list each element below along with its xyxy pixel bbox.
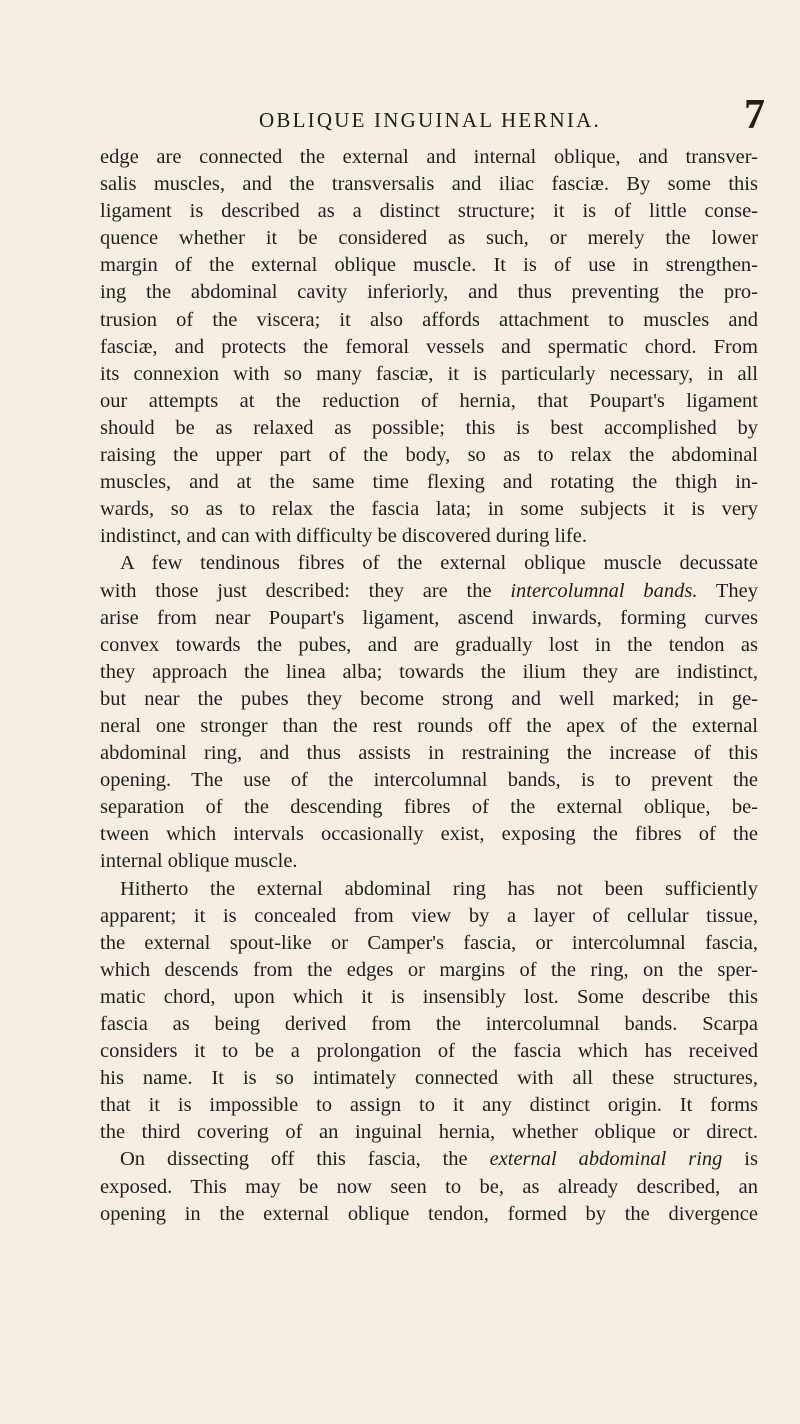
text-line: separation of the descending fibres of the external oblique, be- <box>100 796 758 819</box>
text-line: ing the abdominal cavity inferiorly, and thus preventing the pro- <box>100 281 758 304</box>
text-line: that it is impossible to assign to it any distinct origin. It forms <box>100 1094 758 1117</box>
text-line: convex towards the pubes, and are gradually lost in the tendon as <box>100 633 758 656</box>
italic-term: intercolumnal bands. <box>510 579 698 602</box>
line-text: They <box>697 579 758 602</box>
text-line: our attempts at the reduction of hernia, that Poupart's ligament <box>100 389 758 412</box>
text-line: opening in the external oblique tendon, formed by the divergence <box>100 1202 758 1225</box>
text-line: the external spout-like or Camper's fascia, or intercolumnal fascia, <box>100 931 758 954</box>
text-line: its connexion with so many fasciæ, it is particularly necessary, in all <box>100 362 758 385</box>
text-line: trusion of the viscera; it also affords attachment to muscles and <box>100 308 758 331</box>
text-line: ligament is described as a distinct structure; it is of little conse- <box>100 200 758 223</box>
text-line: wards, so as to relax the fascia lata; in some subjects it is very <box>100 498 758 521</box>
text-line <box>100 578 758 605</box>
text-line: tween which intervals occasionally exist, exposing the fibres of the <box>100 823 758 846</box>
text-line <box>100 1146 758 1173</box>
text-line: the third covering of an inguinal hernia, whether oblique or direct. <box>100 1121 758 1144</box>
text-line: internal oblique muscle. <box>100 850 298 873</box>
text-line: margin of the external oblique muscle. It is of use in strengthen- <box>100 254 758 277</box>
text-line: quence whether it be considered as such, or merely the lower <box>100 227 758 250</box>
text-line: apparent; it is concealed from view by a layer of cellular tissue, <box>100 904 758 927</box>
line-text: with those just described: they are the <box>100 579 511 602</box>
text-line: raising the upper part of the body, so as to relax the abdominal <box>100 444 758 467</box>
text-line: muscles, and at the same time flexing and rotating the thigh in- <box>100 471 758 494</box>
text-line: abdominal ring, and thus assists in restraining the increase of this <box>100 742 758 765</box>
text-line: exposed. This may be now seen to be, as already described, an <box>100 1175 758 1198</box>
text-line: fascia as being derived from the intercolumnal bands. Scarpa <box>100 1013 758 1035</box>
text-line: neral one stronger than the rest rounds off the apex of the external <box>100 714 758 737</box>
line-text: is <box>722 1148 758 1171</box>
text-line: fasciæ, and protects the femoral vessels and spermatic chord. From <box>100 335 758 358</box>
text-line: salis muscles, and the transversalis and iliac fasciæ. By some this <box>100 173 758 196</box>
text-line: edge are connected the external and internal oblique, and transver- <box>100 146 758 168</box>
italic-term: external abdominal ring <box>489 1148 723 1171</box>
text-line: which descends from the edges or margins of the ring, on the sper- <box>100 958 758 981</box>
text-line: should be as relaxed as possible; this is best accomplished by <box>100 416 758 439</box>
running-head <box>90 92 770 140</box>
text-line: but near the pubes they become strong and well marked; in ge- <box>100 687 758 710</box>
text-line: opening. The use of the intercolumnal bands, is to prevent the <box>100 769 758 792</box>
page-number: 7 <box>744 92 765 138</box>
text-line: they approach the linea alba; towards the ilium they are indistinct, <box>100 660 758 683</box>
text-line <box>100 550 758 577</box>
line-text: A few tendinous fibres of the external oblique muscle decussate <box>120 552 758 575</box>
text-line: considers it to be a prolongation of the fascia which has received <box>100 1040 758 1063</box>
text-line: matic chord, upon which it is insensibly lost. Some describe this <box>100 985 758 1008</box>
text-line: arise from near Poupart's ligament, ascend inwards, forming curves <box>100 606 758 629</box>
text-line: Hitherto the external abdominal ring has not been sufficiently <box>120 877 758 900</box>
line-text: On dissecting off this fascia, the <box>120 1148 490 1171</box>
text-line: indistinct, and can with difficulty be discovered during life. <box>100 525 587 548</box>
running-title: OBLIQUE INGUINAL HERNIA. <box>259 108 601 132</box>
text-line: his name. It is so intimately connected with all these structures, <box>100 1067 758 1090</box>
body-text <box>100 144 758 1228</box>
